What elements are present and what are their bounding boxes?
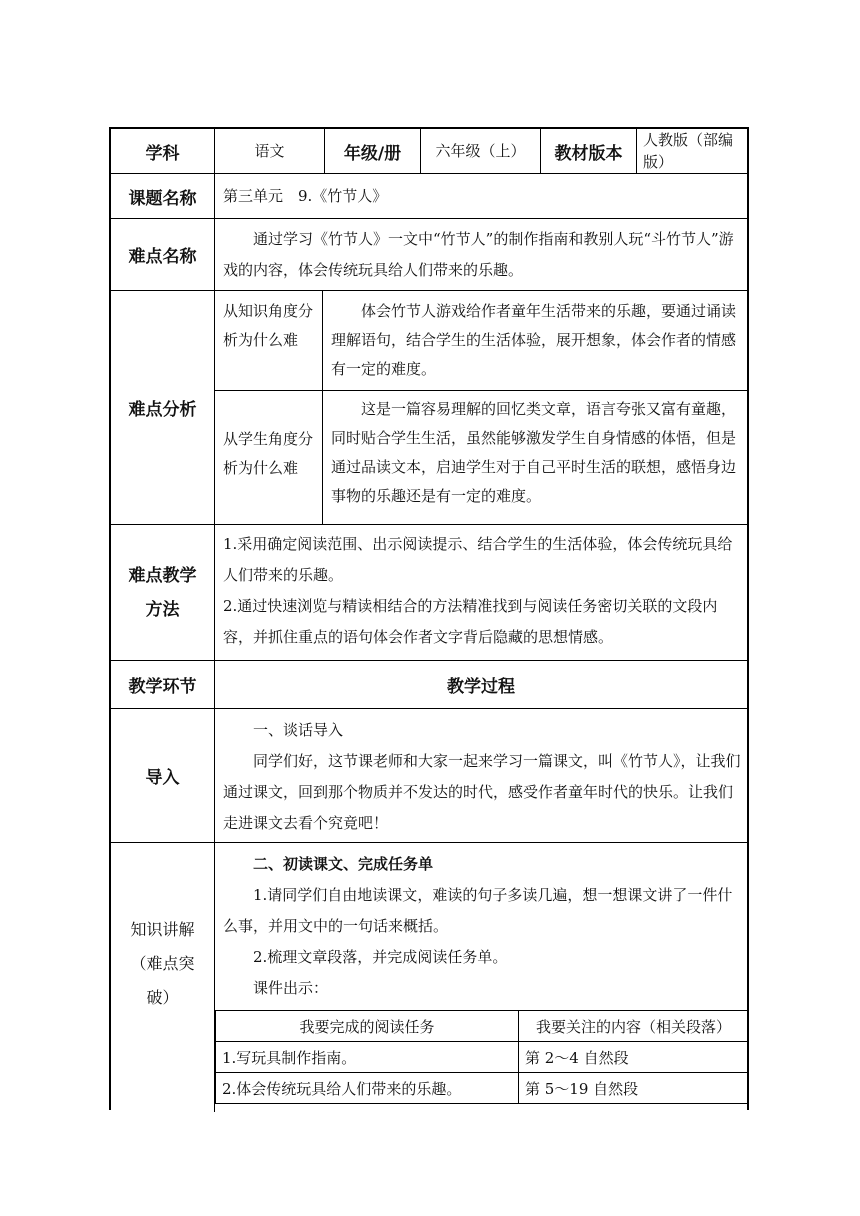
knowledge-label: 知识讲解（难点突破） xyxy=(111,843,215,1112)
subject-value: 语文 xyxy=(215,129,325,173)
table-row xyxy=(216,1042,749,1073)
subject-label: 学科 xyxy=(111,129,215,173)
reading-task-table xyxy=(215,1010,749,1104)
method-item-2: 2.通过快速浏览与精读相结合的方法精准找到与阅读任务密切关联的文段内容，并抓住重点的语句体会作者文字背后隐藏的思想情感。 xyxy=(223,597,718,646)
intro-heading: 一、谈话导入 xyxy=(253,721,344,739)
knowledge-heading: 二、初读课文、完成任务单 xyxy=(253,855,434,873)
method-label: 难点教学方法 xyxy=(111,525,215,660)
content-cell: 第 2～4 自然段 xyxy=(519,1042,749,1073)
analysis-row xyxy=(111,291,747,525)
info-row xyxy=(111,129,747,174)
lesson-plan-table xyxy=(109,127,749,1110)
knowledge-step-1: 1.请同学们自由地读课文，难读的句子多读几遍，想一想课文讲了一件什么事，并用文中的一句话来概括。 xyxy=(223,886,733,935)
courseware-show: 课件出示： xyxy=(253,979,329,997)
edition-value: 人教版（部编版） xyxy=(643,131,734,171)
stage-header: 教学环节 xyxy=(111,661,215,708)
task-table-header xyxy=(216,1011,749,1042)
table-row xyxy=(216,1073,749,1104)
process-header-row xyxy=(111,661,747,709)
grade-value: 六年级（上） xyxy=(421,129,541,173)
content-col-header: 我要关注的内容（相关段落） xyxy=(519,1011,749,1042)
student-angle-label: 从学生角度分析为什么难 xyxy=(215,391,323,525)
intro-text: 同学们好，这节课老师和大家一起来学习一篇课文，叫《竹节人》，让我们通过课文，回到那个物质并不发达的时代，感受作者童年时代的快乐。让我们走进课文去看个究竟吧！ xyxy=(223,752,741,832)
analysis-label: 难点分析 xyxy=(111,291,215,524)
intro-label: 导入 xyxy=(111,709,215,842)
topic-row xyxy=(111,174,747,219)
process-header: 教学过程 xyxy=(447,677,515,697)
knowledge-angle-text: 体会竹节人游戏给作者童年生活带来的乐趣，要通过诵读理解语句，结合学生的生活体验，展开想象，体会作者的情感有一定的难度。 xyxy=(331,302,737,378)
knowledge-angle-label: 从知识角度分析为什么难 xyxy=(215,291,323,390)
topic-label: 课题名称 xyxy=(111,174,215,218)
content-cell: 第 5～19 自然段 xyxy=(519,1073,749,1104)
method-item-1: 1.采用确定阅读范围、出示阅读提示、结合学生的生活体验，体会传统玩具给人们带来的乐趣。 xyxy=(223,535,733,584)
difficulty-label: 难点名称 xyxy=(111,219,215,290)
grade-label: 年级/册 xyxy=(325,129,421,173)
task-cell: 1.写玩具制作指南。 xyxy=(216,1042,519,1073)
difficulty-row xyxy=(111,219,747,291)
edition-label: 教材版本 xyxy=(541,129,637,173)
task-col-header: 我要完成的阅读任务 xyxy=(216,1011,519,1042)
method-row xyxy=(111,525,747,661)
topic-value: 第三单元 9.《竹节人》 xyxy=(223,186,388,205)
student-angle-text: 这是一篇容易理解的回忆类文章，语言夸张又富有童趣，同时贴合学生生活，虽然能够激发学生自身情感的体悟，但是通过品读文本，启迪学生对于自己平时生活的联想，感悟身边事物的乐趣还是有一定的难度。 xyxy=(331,400,737,505)
difficulty-text: 通过学习《竹节人》一文中“竹节人”的制作指南和教别人玩“斗竹节人”游戏的内容，体会传统玩具给人们带来的乐趣。 xyxy=(223,229,734,279)
knowledge-step-2: 2.梳理文章段落，并完成阅读任务单。 xyxy=(253,948,508,966)
task-cell: 2.体会传统玩具给人们带来的乐趣。 xyxy=(216,1073,519,1104)
intro-row xyxy=(111,709,747,843)
